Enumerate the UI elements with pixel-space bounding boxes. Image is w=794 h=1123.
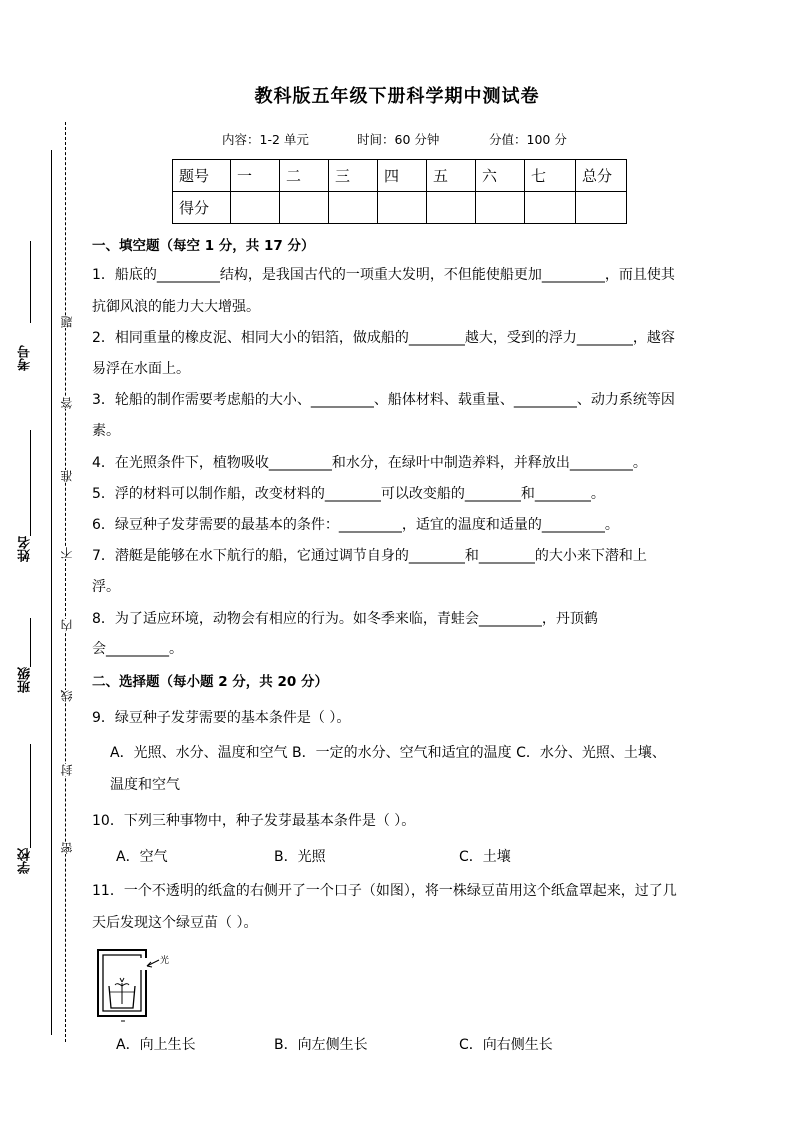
table-cell: 一 — [231, 160, 280, 192]
name-underline — [30, 430, 31, 536]
exam-time: 时间：60 分钟 — [357, 132, 440, 147]
table-cell: 二 — [280, 160, 329, 192]
question-line: 1．船底的_________结构，是我国古代的一项重大发明，不但能使船更加_________，而且使其 — [92, 267, 675, 283]
table-cell: 三 — [329, 160, 378, 192]
option-b: B．向左侧生长 — [274, 1037, 368, 1053]
score-table-header-row — [173, 160, 627, 192]
seal-char: 密 — [60, 842, 74, 854]
table-cell: 五 — [427, 160, 476, 192]
name-label: 姓名 — [18, 536, 33, 562]
question-line: 10．下列三种事物中，种子发芽最基本条件是（ ）。 — [92, 813, 416, 829]
class-underline — [30, 618, 31, 667]
option-line: 温度和空气 — [110, 777, 180, 793]
question-line: 3．轮船的制作需要考虑船的大小、_________、船体材料、载重量、_________、动力系统等因 — [92, 392, 675, 408]
score-table-score-row — [173, 192, 627, 224]
class-label: 班级 — [18, 667, 33, 693]
score-table — [172, 159, 627, 224]
school-underline — [30, 744, 31, 848]
option-c: C．土壤 — [459, 849, 511, 865]
question-line: 易浮在水面上。 — [92, 361, 190, 377]
score-input-cell[interactable] — [427, 192, 476, 224]
question-line: 11．一个不透明的纸盒的右侧开了一个口子（如图），将一株绿豆苗用这个纸盒罩起来，过了几 — [92, 883, 677, 899]
box-seedling-figure — [94, 946, 176, 1026]
section2-heading: 二、选择题（每小题 2 分，共 20 分） — [92, 674, 328, 690]
light-label: 光 — [160, 956, 170, 966]
question-line: 6．绿豆种子发芽需要的最基本的条件：_________，适宜的温度和适量的_________。 — [92, 517, 619, 533]
question-line: 9．绿豆种子发芽需要的基本条件是（ ）。 — [92, 710, 351, 726]
table-cell: 六 — [476, 160, 525, 192]
table-cell: 总分 — [576, 160, 627, 192]
score-input-cell[interactable] — [329, 192, 378, 224]
table-cell: 七 — [525, 160, 576, 192]
seal-char: 不 — [60, 547, 74, 559]
seal-char: 答 — [60, 397, 74, 409]
question-line: 抗御风浪的能力大大增强。 — [92, 299, 260, 315]
question-line: 2．相同重量的橡皮泥、相同大小的铝箔，做成船的________越大，受到的浮力________，越容 — [92, 330, 675, 346]
score-input-cell[interactable] — [525, 192, 576, 224]
seal-char: 内 — [60, 619, 74, 631]
page-title: 教科版五年级下册科学期中测试卷 — [254, 86, 540, 107]
binding-dashed-line — [65, 122, 66, 1042]
school-label: 学校 — [18, 848, 33, 874]
score-input-cell[interactable] — [231, 192, 280, 224]
option-a: A．空气 — [116, 849, 168, 865]
score-input-cell[interactable] — [576, 192, 627, 224]
seal-char: 题 — [60, 316, 74, 328]
section1-heading: 一、填空题（每空 1 分，共 17 分） — [92, 238, 315, 254]
score-input-cell[interactable] — [378, 192, 427, 224]
exam-score: 分值：100 分 — [489, 132, 567, 147]
light-arrow — [147, 960, 159, 966]
exam-content: 内容：1-2 单元 — [222, 132, 309, 147]
exam-no-label: 考号 — [18, 345, 33, 371]
question-line: 4．在光照条件下，植物吸收_________和水分，在绿叶中制造养料，并释放出_________。 — [92, 455, 647, 471]
exam-no-underline — [30, 241, 31, 323]
option-line: A．光照、水分、温度和空气 B．一定的水分、空气和适宜的温度 C．水分、光照、土壤、 — [110, 745, 666, 761]
question-line: 天后发现这个绿豆苗（ ）。 — [92, 915, 258, 931]
question-line: 8．为了适应环境，动物会有相应的行为。如冬季来临，青蛙会_________，丹顶鹤 — [92, 611, 598, 627]
table-cell: 题号 — [173, 160, 231, 192]
seal-char: 封 — [60, 764, 74, 776]
binding-solid-line — [51, 150, 52, 1035]
score-input-cell[interactable] — [476, 192, 525, 224]
option-b: B．光照 — [274, 849, 326, 865]
question-line: 5．浮的材料可以制作船，改变材料的________可以改变船的________和________。 — [92, 486, 605, 502]
score-input-cell[interactable] — [280, 192, 329, 224]
question-line: 浮。 — [92, 579, 120, 595]
seal-char: 准 — [60, 470, 74, 482]
seal-char: 线 — [60, 690, 74, 702]
table-cell: 得分 — [173, 192, 231, 224]
option-a: A．向上生长 — [116, 1037, 196, 1053]
option-c: C．向右侧生长 — [459, 1037, 553, 1053]
table-cell: 四 — [378, 160, 427, 192]
question-line: 素。 — [92, 423, 120, 439]
question-line: 7．潜艇是能够在水下航行的船，它通过调节自身的________和________的大小来下潜和上 — [92, 548, 647, 564]
question-line: 会_________。 — [92, 641, 183, 657]
